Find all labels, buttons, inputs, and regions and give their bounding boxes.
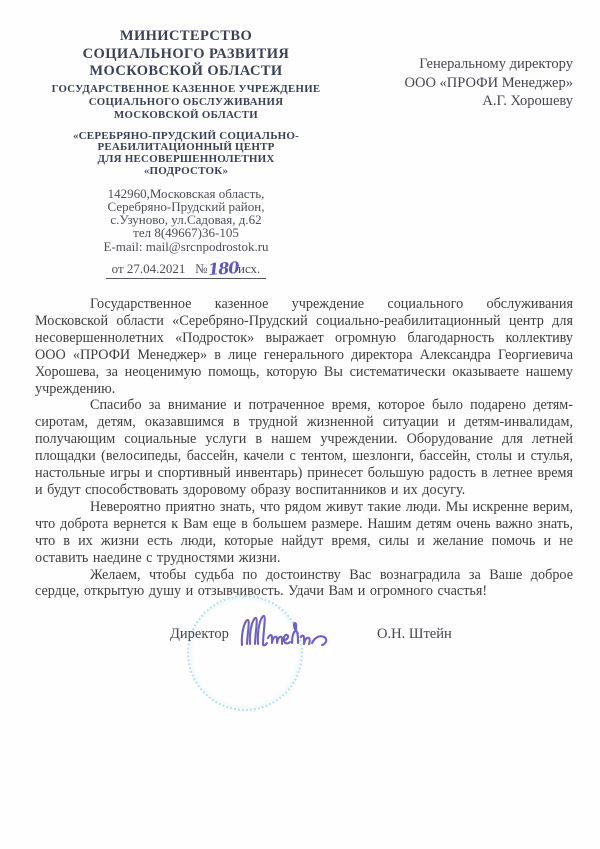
addressee-position: Генеральному директору <box>419 56 573 72</box>
institution-line: СОЦИАЛЬНОГО ОБСЛУЖИВАНИЯ <box>88 95 284 108</box>
institution-line: МОСКОВСКОЙ ОБЛАСТИ <box>114 108 258 121</box>
institution-type <box>30 83 342 122</box>
address-line: Серебряно-Прудский район, <box>107 198 265 214</box>
institution-line: ГОСУДАРСТВЕННОЕ КАЗЕННОЕ УЧРЕЖДЕНИЕ <box>51 82 321 95</box>
outgoing-reference-line <box>30 258 342 279</box>
letter-body <box>35 296 573 600</box>
contact-address <box>30 187 342 253</box>
ministry-line: СОЦИАЛЬНОГО РАЗВИТИЯ <box>82 45 290 62</box>
reference-suffix: исх. <box>238 260 261 276</box>
center-name-line: «ПОДРОСТОК» <box>143 164 229 177</box>
paragraph-gratitude: Государственное казенное учреждение социального обслуживания Московской области «Серебряно-Прудский социально-реабилитационный центр для несовершеннолетних «Подросток» выражает огромную благодарность коллективу ООО «ПРОФИ Менеджер» в лице генерального директора Александра Георгиевича Хорошева, за неоценимую помощь, которую Вы систематически оказываете нашему учреждению. <box>35 296 573 397</box>
signer-title: Директор <box>170 626 229 642</box>
signer-name: О.Н. Штейн <box>377 626 452 642</box>
ministry-line: МОСКОВСКОЙ ОБЛАСТИ <box>89 63 283 79</box>
reference-underlined <box>106 258 267 279</box>
phone-line: тел 8(49667)36-105 <box>133 225 239 241</box>
addressee-block <box>343 55 573 111</box>
handwritten-signature <box>238 611 334 662</box>
address-line: 142960,Московская область, <box>107 185 265 201</box>
center-name-line: ДЛЯ НЕСОВЕРШЕННОЛЕТНИХ <box>97 153 275 166</box>
center-name-line: РЕАБИЛИТАЦИОННЫЙ ЦЕНТР <box>97 141 275 154</box>
ministry-name <box>30 28 342 81</box>
reference-date: от 27.04.2021 № <box>111 260 208 276</box>
paragraph-wishes: Желаем, чтобы судьба по достоинству Вас вознаградила за Ваше доброе сердце, открытую душу и отзывчивость. Удачи Вам и огромного счастья! <box>35 566 573 600</box>
addressee-person: А.Г. Хорошеву <box>482 93 573 109</box>
paragraph-thanks: Спасибо за внимание и потраченное время, которое было подарено детям-сиротам, детям, оказавшимся в трудной жизненной ситуации и детям-инвалидам, получающим социальные услуги в нашем учреждении. Оборудование для летней площадки (велосипеды, бассейн, качели с тентом, шезлонги, бассейн, столы и стулья, настольные игры и спортивный инвентарь) принесет большую радость в летнее время и будут способствовать здоровому образу воспитанников и их досугу. <box>35 397 573 498</box>
center-name <box>30 131 342 178</box>
signature-area <box>0 585 600 735</box>
address-line: с.Узуново, ул.Садовая, д.62 <box>110 212 262 228</box>
email-line: E-mail: mail@srcnpodrostok.ru <box>103 238 269 254</box>
addressee-company: ООО «ПРОФИ Менеджер» <box>404 74 573 91</box>
ministry-line: МИНИСТЕРСТВО <box>119 28 253 44</box>
letterhead <box>30 28 342 279</box>
center-name-line: «СЕРЕБРЯНО-ПРУДСКИЙ СОЦИАЛЬНО- <box>72 129 300 142</box>
handwritten-reference-number: 180 <box>207 257 239 279</box>
paragraph-kindness: Невероятно приятно знать, что рядом живут такие люди. Мы искренне верим, что доброта вернется к Вам еще в большем размере. Нашим детям очень важно знать, что в их жизни есть люди, которые найдут время, силы и желание помочь и не оставить наедине с трудностями жизни. <box>35 498 573 566</box>
